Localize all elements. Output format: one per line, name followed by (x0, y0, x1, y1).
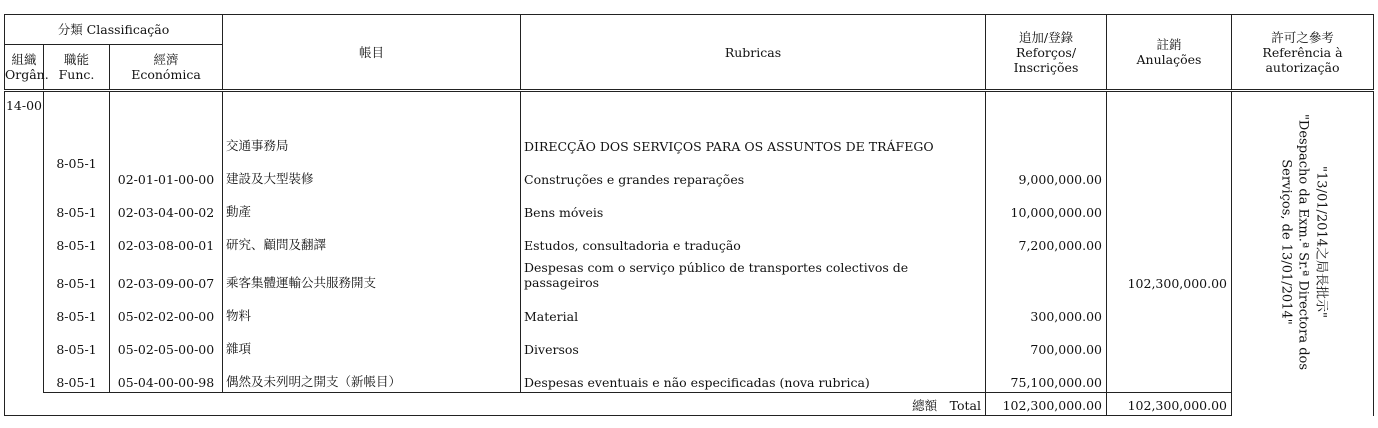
total-row (5, 393, 1374, 416)
total-label: 總額 Total (5, 393, 986, 416)
table-row (5, 189, 1374, 222)
econ-code: 02-03-04-00-02 (110, 189, 223, 222)
econ-code: 02-03-08-00-01 (110, 222, 223, 255)
func-code: 8-05-1 (44, 156, 110, 189)
organ-name-pt: DIRECÇÃO DOS SERVIÇOS PARA OS ASSUNTOS DE TRÁFEGO (521, 91, 986, 157)
cancel-header: 註銷 Anulações (1107, 15, 1232, 91)
func-code: 8-05-1 (44, 255, 110, 293)
table-row (5, 326, 1374, 359)
reinforce-value: 300,000.00 (986, 293, 1107, 326)
rubric-header: Rubricas (521, 15, 986, 91)
rubric-pt: Diversos (521, 326, 986, 359)
table-row (5, 359, 1374, 393)
rubric-pt: Construções e grandes reparações (521, 156, 986, 189)
func-code: 8-05-1 (44, 293, 110, 326)
account-header: 帳目 (223, 15, 521, 91)
organ-name-zh: 交通事務局 (223, 91, 521, 157)
reinforce-value: 9,000,000.00 (986, 156, 1107, 189)
reinforce-value: 7,200,000.00 (986, 222, 1107, 255)
reinforce-value: 10,000,000.00 (986, 189, 1107, 222)
econ-code: 02-03-09-00-07 (110, 255, 223, 293)
econ-code: 05-04-00-00-98 (110, 359, 223, 393)
table-row (5, 156, 1374, 189)
account-zh: 物料 (223, 293, 521, 326)
cancel-value (1107, 359, 1232, 393)
func-code: 8-05-1 (44, 359, 110, 393)
reinforce-header: 追加/登錄 Reforços/ Inscrições (986, 15, 1107, 91)
organic-header: 組織 Orgân. (5, 45, 44, 91)
rubric-pt: Bens móveis (521, 189, 986, 222)
econ-code: 05-02-05-00-00 (110, 326, 223, 359)
reinforce-value: 75,100,000.00 (986, 359, 1107, 393)
account-zh: 研究、顧問及翻譯 (223, 222, 521, 255)
budget-table (4, 14, 1374, 416)
authorization-text: "13/01/2014之局長批示" "Despacho da Exm.ª Sr.ª Directora dos Serviços, de 13/01/2014" (1277, 114, 1328, 371)
cancel-value: 102,300,000.00 (1107, 255, 1232, 293)
total-cancel: 102,300,000.00 (1107, 393, 1232, 416)
classification-header: 分類 Classificação (5, 15, 223, 45)
cancel-value (1107, 156, 1232, 189)
reinforce-value: 700,000.00 (986, 326, 1107, 359)
account-zh: 動產 (223, 189, 521, 222)
total-reinforce: 102,300,000.00 (986, 393, 1107, 416)
cancel-value (1107, 222, 1232, 255)
organ-row (5, 91, 1374, 157)
account-zh: 乘客集體運輸公共服務開支 (223, 255, 521, 293)
table-row (5, 293, 1374, 326)
account-zh: 雜項 (223, 326, 521, 359)
rubric-pt: Despesas com o serviço público de transportes colectivos de passageiros (521, 255, 986, 293)
rubric-pt: Estudos, consultadoria e tradução (521, 222, 986, 255)
econ-code: 02-01-01-00-00 (110, 156, 223, 189)
func-code: 8-05-1 (44, 326, 110, 359)
table-row (5, 255, 1374, 293)
organ-code: 14-00 (5, 91, 44, 393)
rubric-pt: Despesas eventuais e não especificadas (nova rubrica) (521, 359, 986, 393)
economic-header: 經濟 Económica (110, 45, 223, 91)
account-zh: 偶然及未列明之開支（新帳目） (223, 359, 521, 393)
cancel-value (1107, 326, 1232, 359)
functional-header: 職能 Func. (44, 45, 110, 91)
cancel-value (1107, 293, 1232, 326)
func-code: 8-05-1 (44, 222, 110, 255)
account-zh: 建設及大型裝修 (223, 156, 521, 189)
reinforce-value (986, 255, 1107, 293)
authorization-cell (1232, 91, 1374, 393)
authorization-header: 許可之參考 Referência à autorização (1232, 15, 1374, 91)
func-code: 8-05-1 (44, 189, 110, 222)
cancel-value (1107, 189, 1232, 222)
econ-code: 05-02-02-00-00 (110, 293, 223, 326)
table-row (5, 222, 1374, 255)
rubric-pt: Material (521, 293, 986, 326)
